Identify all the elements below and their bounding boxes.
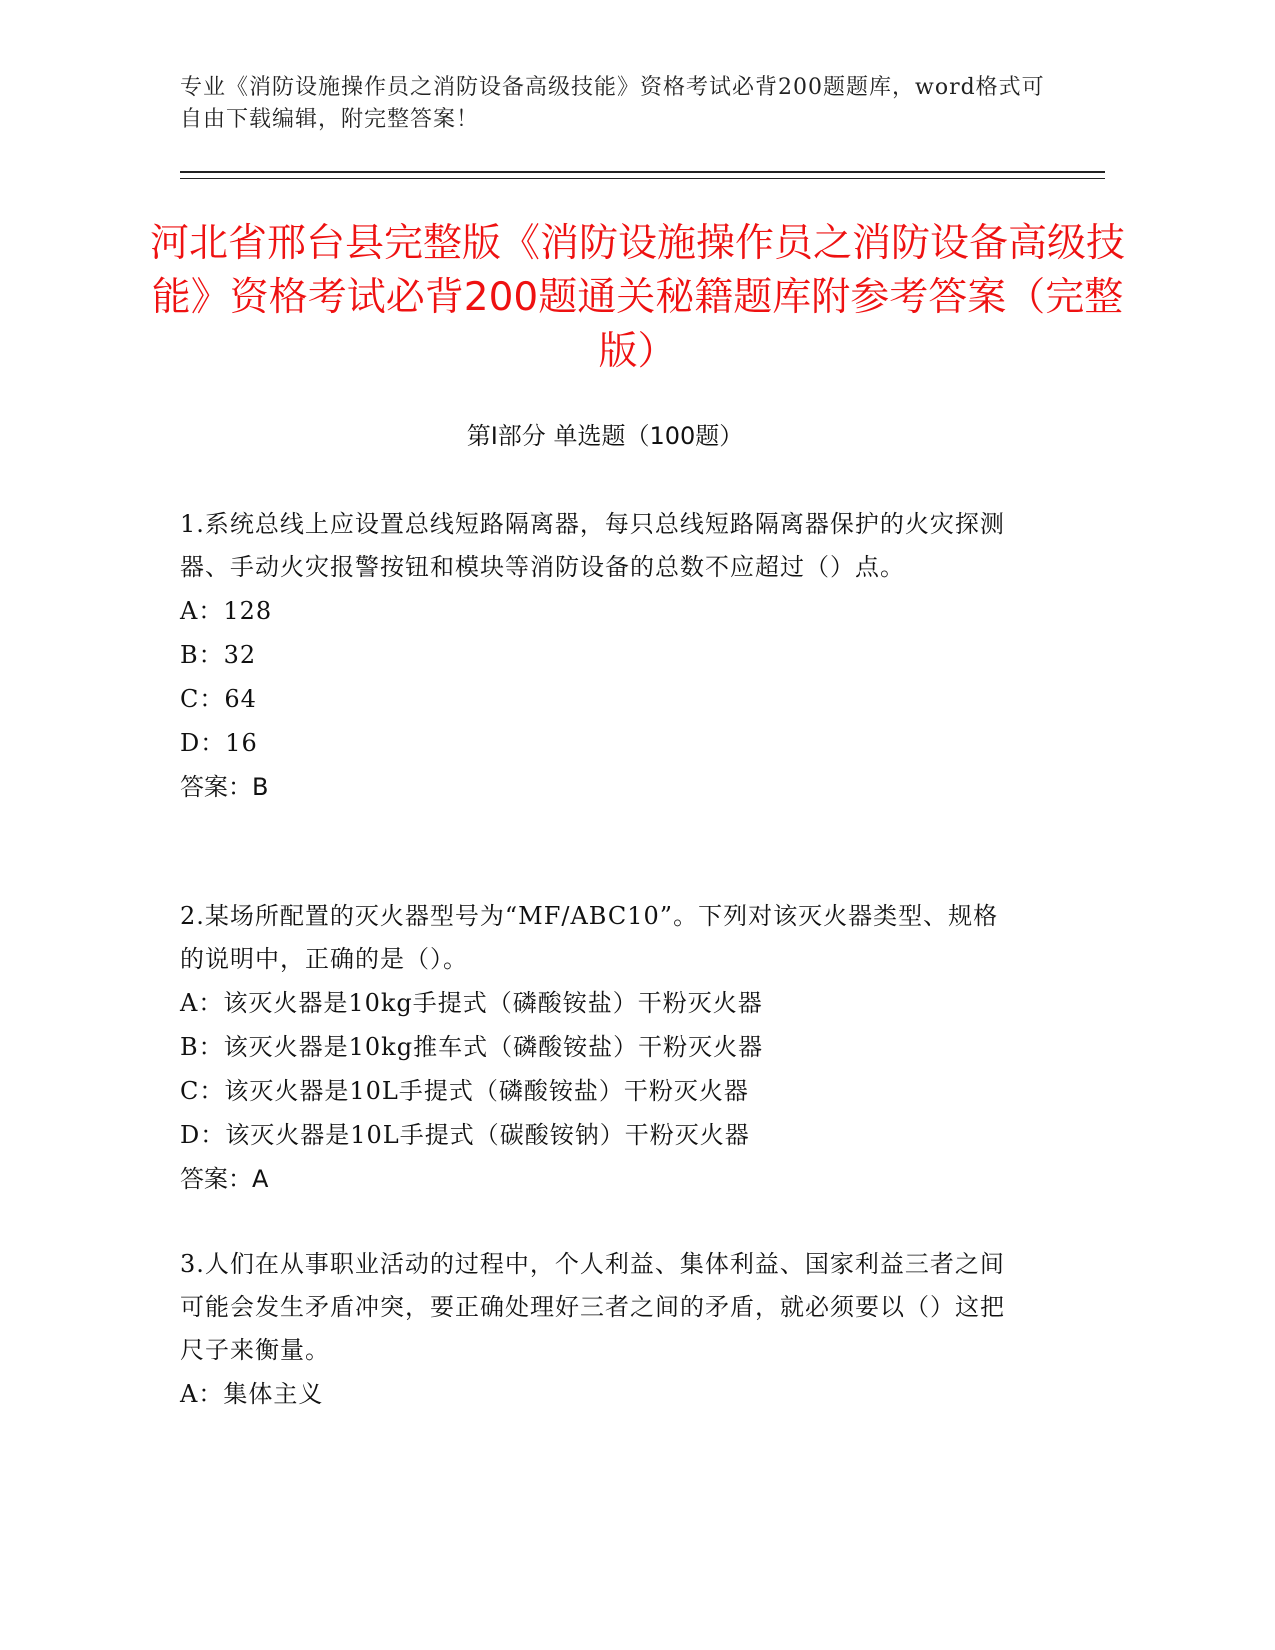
option-b: B：该灭火器是10kg推车式（磷酸铵盐）干粉灭火器 — [180, 1033, 764, 1061]
option-a: A：集体主义 — [180, 1380, 324, 1408]
question-block — [180, 895, 1020, 1201]
option-a: A：该灭火器是10kg手提式（磷酸铵盐）干粉灭火器 — [180, 989, 763, 1017]
question-stem: 1.系统总线上应设置总线短路隔离器，每只总线短路隔离器保护的火灾探测器、手动火灾报警按钮和模块等消防设备的总数不应超过（）点。 — [180, 510, 1005, 581]
answer-line: 答案：B — [180, 773, 269, 801]
answer-line: 答案：A — [180, 1165, 269, 1193]
question-stem: 3.人们在从事职业活动的过程中，个人利益、集体利益、国家利益三者之间可能会发生矛盾冲突，要正确处理好三者之间的矛盾，就必须要以（）这把尺子来衡量。 — [180, 1250, 1005, 1364]
option-a: A：128 — [180, 597, 273, 625]
header-divider-thin — [180, 178, 1105, 179]
question-stem: 2.某场所配置的灭火器型号为“MF/ABC10”。下列对该灭火器类型、规格的说明中，正确的是（）。 — [180, 902, 999, 973]
header-note: 专业《消防设施操作员之消防设备高级技能》资格考试必背200题题库，word格式可自由下载编辑，附完整答案！ — [180, 75, 1045, 132]
header-divider-thick — [180, 171, 1105, 173]
question-block — [180, 503, 1020, 809]
option-c: C：该灭火器是10L手提式（磷酸铵盐）干粉灭火器 — [180, 1077, 749, 1105]
document-title: 河北省邢台县完整版《消防设施操作员之消防设备高级技能》资格考试必背200题通关秘籍题库附参考答案（完整版） — [150, 221, 1126, 374]
question-block — [180, 1243, 1020, 1416]
option-d: D：16 — [180, 729, 258, 757]
section-title: 第I部分 单选题（100题） — [466, 422, 744, 450]
option-d: D：该灭火器是10L手提式（碳酸铵钠）干粉灭火器 — [180, 1121, 750, 1149]
option-c: C：64 — [180, 685, 257, 713]
option-b: B：32 — [180, 641, 257, 669]
